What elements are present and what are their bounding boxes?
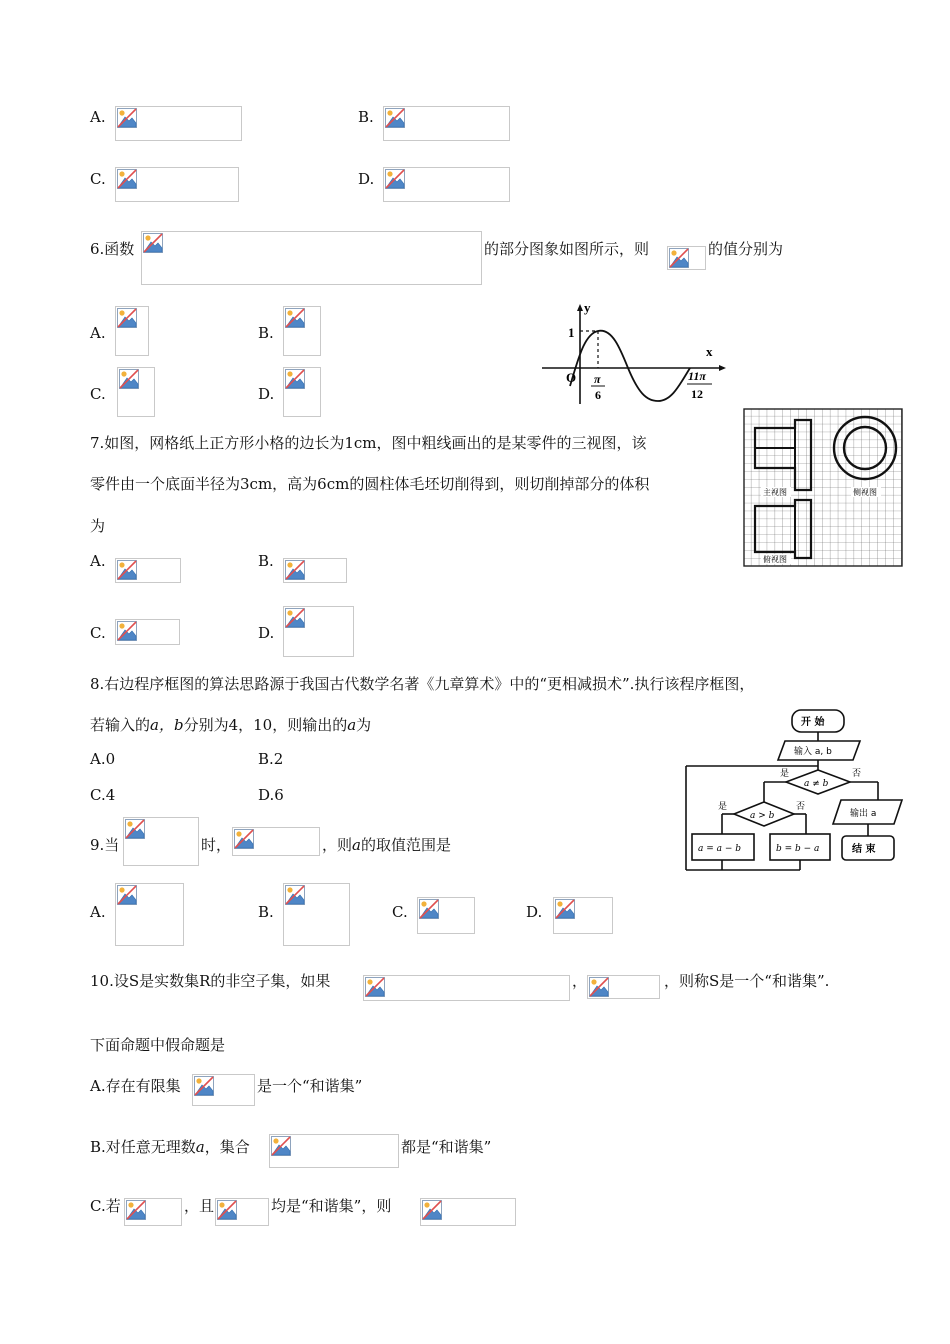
q6-tail: 的值分别为 xyxy=(708,240,784,258)
broken-image-icon xyxy=(385,108,405,128)
q8-option-d: D.6 xyxy=(258,786,284,804)
q9-option-b-image xyxy=(283,883,350,946)
q7-option-a-image xyxy=(115,558,181,583)
broken-image-icon xyxy=(117,621,137,641)
flow-cond1: a ≠ b xyxy=(804,779,829,789)
q7-option-d-image xyxy=(283,606,354,657)
broken-image-icon xyxy=(271,1136,291,1156)
q6-option-c-image xyxy=(117,367,155,417)
q6-option-d-label: D. xyxy=(258,385,275,403)
q5-option-a-label: A. xyxy=(90,108,106,126)
q5-option-a-image xyxy=(115,106,242,141)
q10-option-b-tail: 都是“和谐集” xyxy=(401,1138,492,1156)
q10-option-c-image1 xyxy=(124,1198,182,1226)
q10-option-c-lead: C.若 xyxy=(90,1197,121,1215)
q9-option-a-image xyxy=(115,883,184,946)
broken-image-icon xyxy=(285,308,305,328)
q8-line2-b: 分别为4，10，则输出的 xyxy=(183,716,348,734)
q10-option-b-image xyxy=(269,1134,399,1168)
q10-option-c-image2 xyxy=(215,1198,269,1226)
q6-option-a-label: A. xyxy=(90,324,106,342)
flow-input: 输入 a, b xyxy=(794,747,832,757)
q7-option-b-label: B. xyxy=(258,552,274,570)
q7-option-c-label: C. xyxy=(90,624,106,642)
graph-eleven-pi-label: 11π xyxy=(688,369,706,383)
q9-option-a-label: A. xyxy=(90,903,106,921)
flow-end: 结 束 xyxy=(852,844,876,855)
q10-condition1-image xyxy=(363,975,570,1001)
graph-twelve-label: 12 xyxy=(691,387,703,401)
q10-line1-a: 10.设S是实数集R的非空子集，如果 xyxy=(90,972,331,990)
broken-image-icon xyxy=(117,108,137,128)
q9-option-d-label: D. xyxy=(526,903,543,921)
broken-image-icon xyxy=(589,977,609,997)
graph-one-label: 1 xyxy=(568,325,575,340)
broken-image-icon xyxy=(285,369,305,389)
q8-option-c: C.4 xyxy=(90,786,116,804)
q6-sine-graph xyxy=(540,300,730,408)
q7-option-a-label: A. xyxy=(90,552,106,570)
broken-image-icon xyxy=(217,1200,237,1220)
q6-option-b-image xyxy=(283,306,321,356)
grid-top-label: 俯视图 xyxy=(763,555,787,564)
flow-yes-1: 是 xyxy=(780,769,790,779)
broken-image-icon xyxy=(555,899,575,919)
flow-output: 输出 a xyxy=(850,809,877,819)
flow-assign2: b = b − a xyxy=(776,844,820,854)
q5-option-b-image xyxy=(383,106,510,141)
q7-option-d-label: D. xyxy=(258,624,275,642)
q9-tail-b: 的取值范围是 xyxy=(360,836,451,854)
q9-tail xyxy=(322,834,451,855)
q9-mid: 时， xyxy=(201,836,232,854)
broken-image-icon xyxy=(143,233,163,253)
broken-image-icon xyxy=(234,829,254,849)
q8-line2 xyxy=(90,714,371,735)
flow-no-1: 否 xyxy=(852,769,862,779)
q9-var: a xyxy=(352,836,361,854)
q6-lead: 6.函数 xyxy=(90,240,135,258)
broken-image-icon xyxy=(117,169,137,189)
q7-option-b-image xyxy=(283,558,347,583)
q10-condition2-image xyxy=(587,975,660,999)
q10-option-c-image3 xyxy=(420,1198,516,1226)
q10-option-b-mid: ，集合 xyxy=(204,1138,250,1156)
q8-line2-a: 若输入的 xyxy=(90,716,151,734)
q10-line2: 下面命题中假命题是 xyxy=(90,1036,226,1054)
q8-option-a: A.0 xyxy=(90,750,116,768)
broken-image-icon xyxy=(419,899,439,919)
q7-option-c-image xyxy=(115,619,180,645)
broken-image-icon xyxy=(119,369,139,389)
q10-option-c-mid1: ，且 xyxy=(184,1197,215,1215)
q9-condition-image xyxy=(123,817,199,866)
flow-no-2: 否 xyxy=(796,802,806,812)
graph-six-label: 6 xyxy=(595,388,601,402)
broken-image-icon xyxy=(117,885,137,905)
graph-origin-label: O xyxy=(566,370,577,385)
broken-image-icon xyxy=(669,248,689,268)
q9-option-c-label: C. xyxy=(392,903,408,921)
q5-option-c-image xyxy=(115,167,239,202)
q7-line2: 零件由一个底面半径为3cm，高为6cm的圆柱体毛坯切削得到，则切削掉部分的体积 xyxy=(90,475,650,493)
q10-option-b-var: a xyxy=(195,1138,205,1156)
broken-image-icon xyxy=(125,819,145,839)
q8-flowchart xyxy=(684,704,910,876)
q9-tail-a: ，则 xyxy=(322,836,353,854)
grid-front-label: 主视图 xyxy=(763,488,787,497)
grid-side-label: 侧视图 xyxy=(853,488,877,497)
q8-line2-c: 为 xyxy=(356,716,372,734)
q6-option-d-image xyxy=(283,367,321,417)
q7-line1: 7.如图，网格纸上正方形小格的边长为1cm，图中粗线画出的是某零件的三视图，该 xyxy=(90,434,647,452)
q5-option-b-label: B. xyxy=(358,108,374,126)
broken-image-icon xyxy=(285,560,305,580)
q8-line2-var: a xyxy=(347,716,357,734)
q10-option-a-tail: 是一个“和谐集” xyxy=(257,1077,363,1095)
flow-yes-2: 是 xyxy=(718,802,728,812)
q9-option-d-image xyxy=(553,897,613,934)
q10-option-a-lead: A.存在有限集 xyxy=(90,1077,181,1095)
q9-option-b-label: B. xyxy=(258,903,274,921)
q10-option-a-image xyxy=(192,1074,255,1106)
broken-image-icon xyxy=(422,1200,442,1220)
q6-option-b-label: B. xyxy=(258,324,274,342)
q8-line1: 8.右边程序框图的算法思路源于我国古代数学名著《九章算术》中的“更相减损术”.执行该程序框图， xyxy=(90,675,755,693)
q7-line3: 为 xyxy=(90,517,106,535)
q6-option-a-image xyxy=(115,306,149,356)
q9-option-c-image xyxy=(417,897,475,934)
broken-image-icon xyxy=(285,885,305,905)
q9-inequality-image xyxy=(232,827,320,856)
q5-option-d-label: D. xyxy=(358,170,375,188)
broken-image-icon xyxy=(117,308,137,328)
flow-start: 开 始 xyxy=(801,717,825,728)
q7-three-view-grid xyxy=(743,408,903,567)
graph-x-label: x xyxy=(706,344,713,359)
broken-image-icon xyxy=(117,560,137,580)
q10-comma: ， xyxy=(572,972,588,990)
broken-image-icon xyxy=(126,1200,146,1220)
q6-mid: 的部分图象如图所示，则 xyxy=(484,240,650,258)
q6-params-image xyxy=(667,246,706,270)
q6-function-image xyxy=(141,231,482,285)
q6-option-c-label: C. xyxy=(90,385,106,403)
broken-image-icon xyxy=(385,169,405,189)
q8-option-b: B.2 xyxy=(258,750,284,768)
q10-option-c-mid2: 均是“和谐集”，则 xyxy=(271,1197,392,1215)
broken-image-icon xyxy=(365,977,385,997)
q10-line1-b: ，则称S是一个“和谐集”. xyxy=(664,972,830,990)
broken-image-icon xyxy=(194,1076,214,1096)
q10-option-b-lead: B.对任意无理数 xyxy=(90,1138,196,1156)
q5-option-d-image xyxy=(383,167,510,202)
broken-image-icon xyxy=(285,608,305,628)
q8-line2-vars: a，b xyxy=(150,716,184,734)
q9-lead: 9.当 xyxy=(90,836,120,854)
graph-y-label: y xyxy=(584,300,591,315)
graph-pi-label: π xyxy=(594,372,601,386)
q10-option-b xyxy=(90,1136,250,1157)
flow-cond2: a > b xyxy=(750,811,775,821)
flow-assign1: a = a − b xyxy=(698,844,742,854)
q5-option-c-label: C. xyxy=(90,170,106,188)
